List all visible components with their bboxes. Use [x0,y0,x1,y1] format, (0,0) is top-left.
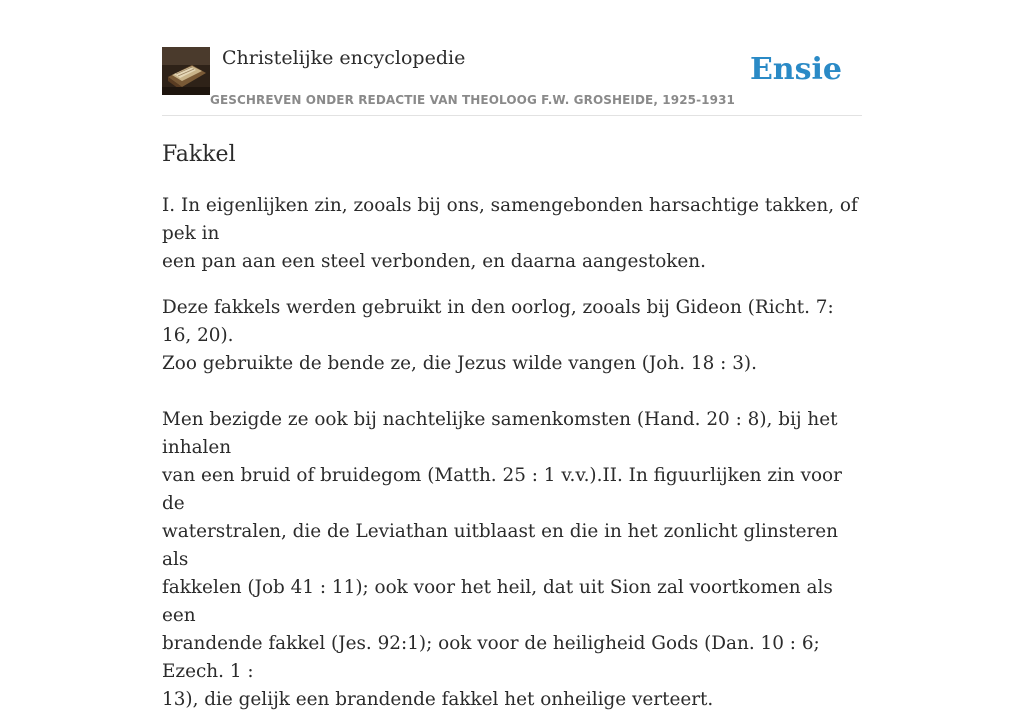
header-divider [162,115,862,116]
article [162,136,862,714]
book-photo-icon [162,47,210,95]
ensie-logo-link[interactable]: Ensie [749,52,842,87]
article-paragraph: I. In eigenlijken zin, zooals bij ons, samengebonden harsachtige takken, of pek in een pan aan een steel verbonden, en daarna aangestoken. [162,195,858,272]
site-subtitle: GESCHREVEN ONDER REDACTIE VAN THEOLOOG F.W. GROSHEIDE, 1925-1931 [210,93,735,107]
article-paragraph: Deze fakkels werden gebruikt in den oorlog, zooals bij Gideon (Richt. 7: 16, 20). Zoo gebruikte de bende ze, die Jezus wilde vangen (Joh. 18 : 3). [162,297,834,374]
site-title[interactable]: Christelijke encyclopedie [222,47,466,69]
site-header [162,0,862,116]
article-title: Fakkel [162,142,236,167]
article-paragraph: Men bezigde ze ook bij nachtelijke samenkomsten (Hand. 20 : 8), bij het inhalen van een bruid of bruidegom (Matth. 25 : 1 v.v.).II. In figuurlijken zin voor de waterstralen, die de Leviathan uitblaast en die in het zonlicht glinsteren als fakkelen (Job 41 : 11); ook voor het heil, dat uit Sion zal voortkomen als een brandende fakkel (Jes. 92:1); ook voor de heiligheid Gods (Dan. 10 : 6; Ezech. 1 : 13), die gelijk een brandende fakkel het onheilige verteert. [162,409,842,710]
encyclopedia-avatar[interactable] [162,47,210,95]
